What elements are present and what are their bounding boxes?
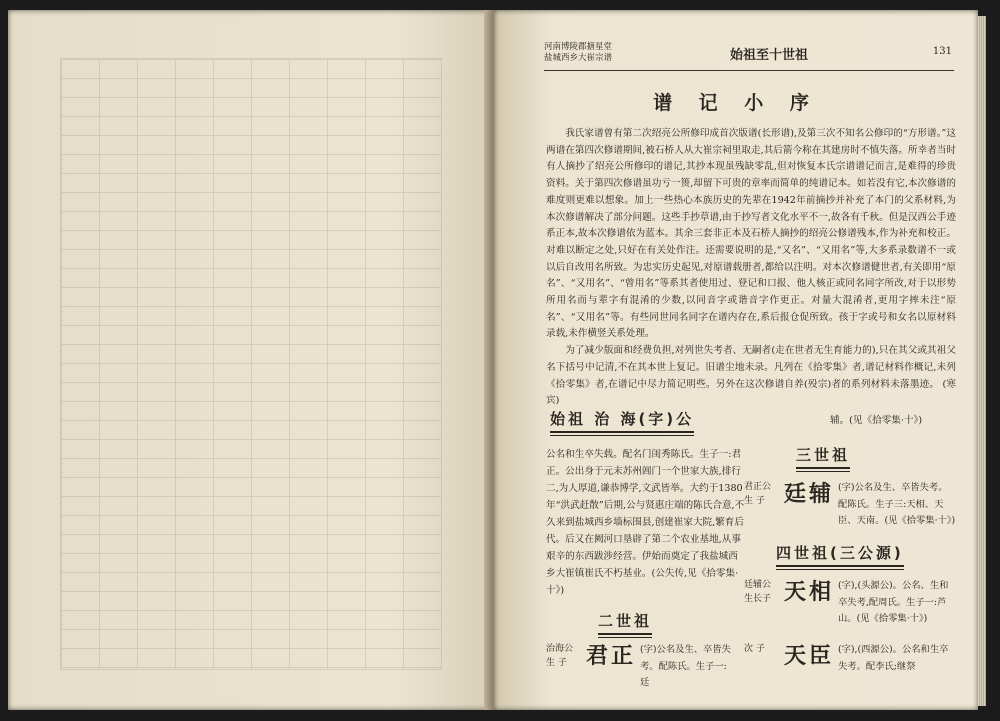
continued-text: 辅。(见《拾零集·十》) [830, 415, 923, 426]
relation-label: 君正公 生 子 [744, 482, 772, 506]
person-description: (字)公名及生、卒皆失考。配陈氏。生子一:廷 [640, 644, 731, 688]
person-name: 君正 [586, 644, 637, 669]
section-heading-shizu: 始祖 治 海(字)公 [550, 408, 694, 433]
preface-paragraph: 我氏家谱曾有第二次绍亮公所修印成首次版谱(长形谱),及第三次不知名公修印的“方形谱。”这两谱在第四次修谱期间,被石桥人从大崔宗祠里取走,其后箭今称在其建房时不慎失落。所幸者当时有人摘抄了绍亮公所修印的谱记,其抄本现虽残缺零乱,但对恢复本氏宗谱谱记而言,是难得的珍贵资料。关于第四次修谱虽功亏一篑,却留下可贵的章率而简单的纯谱记本。如若没有它,本次修谱的难度则更难以想象。加上一些热心本族历史的先辈在1942年前摘抄并补充了本门的父系材料,为本次修谱解决了部分问题。这些手抄草谱,由于抄写者文化水平不一,故各有千秋。但是汉西公手迹系正本,故本次修谱依为蓝本。其余三套非正本及石桥人摘抄的绍亮公修谱残本,作为补充和校正。对难以断定之处,只好在有关处作注。还需要说明的是,“又名”、“又用名”等,大多系录数谱不一或以后自改用名所致。为忠实历史起见,对原谱载册者,都给以注明。对本次修谱健世者,有关即用“原名”、“又用名”、“曾用名”等系其者使用过、登记和口报、他人核正或同名同字所改,对于以形势所用名而与辈字有混淆的少数,以同音字或谐音字作更正。对量大混淆者,更用字摔未注“原名”、“又用名”等。有些同世同名同字在谱内存在,系后报仓促所致。孩于字或号和女名以原材料录载,未作横竖关系处理。 [546, 128, 956, 340]
shizu-text: 公名和生卒失载。配名门闺秀陈氏。生子一:君正。公出身于元末苏州阊门一个世家大族,排行二,为人厚道,谦恭博学,文武皆举。大约于1380年“洪武赶散”后期,公与贤惠庄端的陈氏合意,不久来到盐城西乡墙标围县,创建崔家大院,繁育后代。后又在阙河口垦辟了第二个农业基地,从事艰辛的东西跋涉经营。伊始而奠定了我盐城西乡大崔镇崔氏不朽基业。(公失传,见《拾零集·十》) [546, 449, 745, 596]
right-page [494, 10, 978, 710]
preface-body [546, 126, 956, 410]
document-title: 谱 记 小 序 [653, 92, 819, 114]
open-book [8, 10, 986, 712]
relation-label: 治海公 生 子 [546, 644, 574, 668]
section-heading-ershi: 二世祖 [598, 610, 652, 635]
page-stack-edge [978, 16, 986, 706]
section-heading-sanshi: 三世祖 [796, 444, 850, 469]
page-number: 131 [932, 46, 952, 57]
header-title: 始祖至十世祖 [730, 48, 809, 63]
page-header [544, 40, 954, 71]
person-junzheng [546, 642, 736, 692]
left-page [8, 10, 490, 710]
bleed-through-table [60, 58, 442, 670]
person-name: 天相 [784, 580, 835, 605]
relation-label: 次 子 [744, 644, 765, 654]
person-description: (字),(西源公)。公名和生卒失考。配李氏;继祭 [838, 644, 949, 672]
preface-paragraph: 为了减少版面和经费负担,对列世失考者、无嗣者(走在世者无生育能力的),只在其父或其祖父名下括号中记清,不在其本世上复记。旧谱尘地未录。凡列在《拾零集》者,谱记材料作概记,未列《拾零集》者,在谱记中尽力简记明些。另外在这次修谱自养(殁宗)者的系列材料未落墨迹。 (寒宾) [546, 345, 956, 407]
person-tianchen [744, 642, 956, 675]
section-heading-sishi: 四世祖(三公源) [776, 542, 904, 567]
person-tianxiang [744, 578, 956, 628]
relation-label: 廷辅公 生长子 [744, 580, 772, 604]
header-publisher: 河南博陵郡搪星堂 盐城西乡大崔宗谱 [544, 42, 613, 63]
person-name: 廷辅 [784, 482, 835, 507]
person-description: (字),(头源公)。公名、生和卒失考,配周氏。生子一:芦山。(见《拾零集·十》) [838, 580, 949, 624]
person-tingfu [744, 480, 956, 530]
person-description: (字)公名及生、卒皆失考。配陈氏。生子三:天相、天臣、天南。(见《拾零集·十》) [838, 482, 956, 526]
person-name: 天臣 [784, 644, 835, 669]
